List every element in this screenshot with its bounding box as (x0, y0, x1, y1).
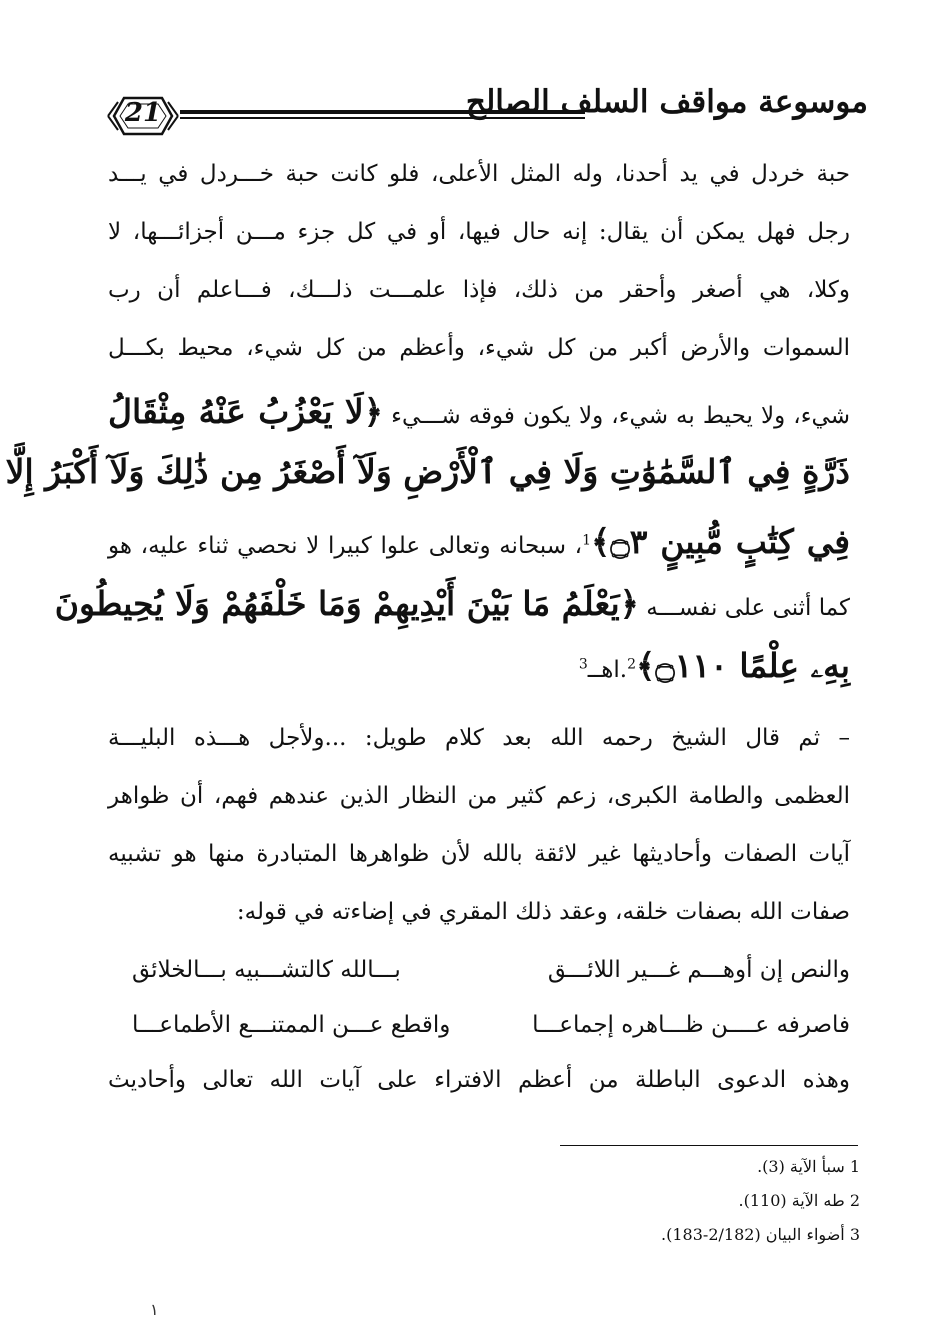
series-title: موسوعة مواقف السلف الصالح (465, 84, 868, 120)
text-line: حبة خردل في يد أحدنا، وله المثل الأعلى، فلو كانت حبة خـــردل في يـــد (108, 161, 850, 187)
footnote: 1 سبأ الآية (3). (757, 1157, 860, 1176)
page-header (0, 0, 942, 150)
poem-second-hemistich: بـــالله كالتشـــبيه بـــالخلائق (132, 957, 401, 983)
text-line: وكلا، هي أصغر وأحقر من ذلك، فإذا علمـــت ذلـــك، فـــاعلم أن رب (108, 277, 850, 303)
footnote: 3 أضواء البيان (2/182-183). (661, 1225, 860, 1244)
footnote-ref: 1 (582, 532, 592, 549)
poem-first-hemistich: فاصرفه عــــن ظـــاهره إجماعـــا (532, 1012, 850, 1038)
body-text (5, 150, 850, 1114)
text-line: السموات والأرض أكبر من كل شيء، وأعظم من كل شيء، محيط بكـــل (108, 335, 850, 361)
text-line: رجل فهل يمكن أن يقال: إنه حال فيها، أو في كل جزء مـــن أجزائـــها، لا (108, 219, 850, 245)
text-line: صفات الله بصفات خلقه، وعقد ذلك المقري في إضاءته في قوله: (236, 899, 850, 925)
footnote-separator (560, 1145, 858, 1146)
quran-verse: بِهِۦ عِلْمًا ۝١١٠﴾ (635, 646, 850, 685)
poem-verse (108, 946, 850, 1001)
page-mark: ١ (150, 1300, 159, 1319)
page-number: 21 (124, 98, 162, 128)
text-line-with-verse (108, 636, 850, 700)
footnote-ref: 2 (627, 656, 636, 673)
quran-verse: ﴿لَا يَعْزُبُ عَنْهُ مِثْقَالُ (108, 392, 384, 431)
poem-verse (108, 1001, 850, 1056)
text-line: آيات الصفات وأحاديثها غير لائقة بالله لأن ظواهرها المتبادرة منها هو تشبيه (108, 841, 850, 867)
text-line-with-verse (108, 512, 850, 574)
quran-verse: ﴿يَعْلَمُ مَا بَيْنَ أَيْدِيهِمْ وَمَا خَلْفَهُمْ وَلَا يُحِيطُونَ (54, 584, 639, 623)
text-segment: شيء، ولا يحيط به شيء، ولا يكون فوقه شـــيء (391, 403, 850, 429)
footnote-ref: 3 (578, 656, 588, 673)
text-line-with-verse (54, 574, 850, 636)
text-line: – ثم قال الشيخ رحمه الله بعد كلام طويل: ...ولأجل هـــذه البليـــة (108, 725, 850, 751)
text-segment: ، سبحانه وتعالى علوا كبيرا لا نحصي ثناء عليه، هو (108, 533, 583, 559)
quran-verse-line: ذَرَّةٍ فِي ٱلسَّمَٰوَٰتِ وَلَا فِي ٱلْأَرْضِ وَلَآ أَصْغَرُ مِن ذَٰلِكَ وَلَآ أَكْبَرُ إِلَّا (5, 452, 850, 491)
footnotes (560, 1150, 860, 1252)
poem-second-hemistich: واقطع عـــن الممتنـــع الأطماعـــا (132, 1012, 451, 1038)
text-segment: كما أثنى على نفســـه (646, 595, 850, 621)
text-line: العظمى والطامة الكبرى، زعم كثير من النظار الذين عندهم فهم، أن ظواهر (108, 783, 850, 809)
page-number-badge (104, 92, 182, 140)
quran-verse: فِي كِتَٰبٍ مُّبِينٍ ۝٣﴾ (591, 522, 850, 561)
text-segment: .اهــ (587, 657, 628, 683)
text-line-with-verse (108, 382, 850, 440)
footnote: 2 طه الآية (110). (738, 1191, 860, 1210)
poem-first-hemistich: والنص إن أوهـــم غـــير اللائـــق (547, 957, 850, 983)
text-line: وهذه الدعوى الباطلة من أعظم الافتراء على آيات الله تعالى وأحاديث (108, 1067, 850, 1093)
paragraph (108, 714, 850, 946)
